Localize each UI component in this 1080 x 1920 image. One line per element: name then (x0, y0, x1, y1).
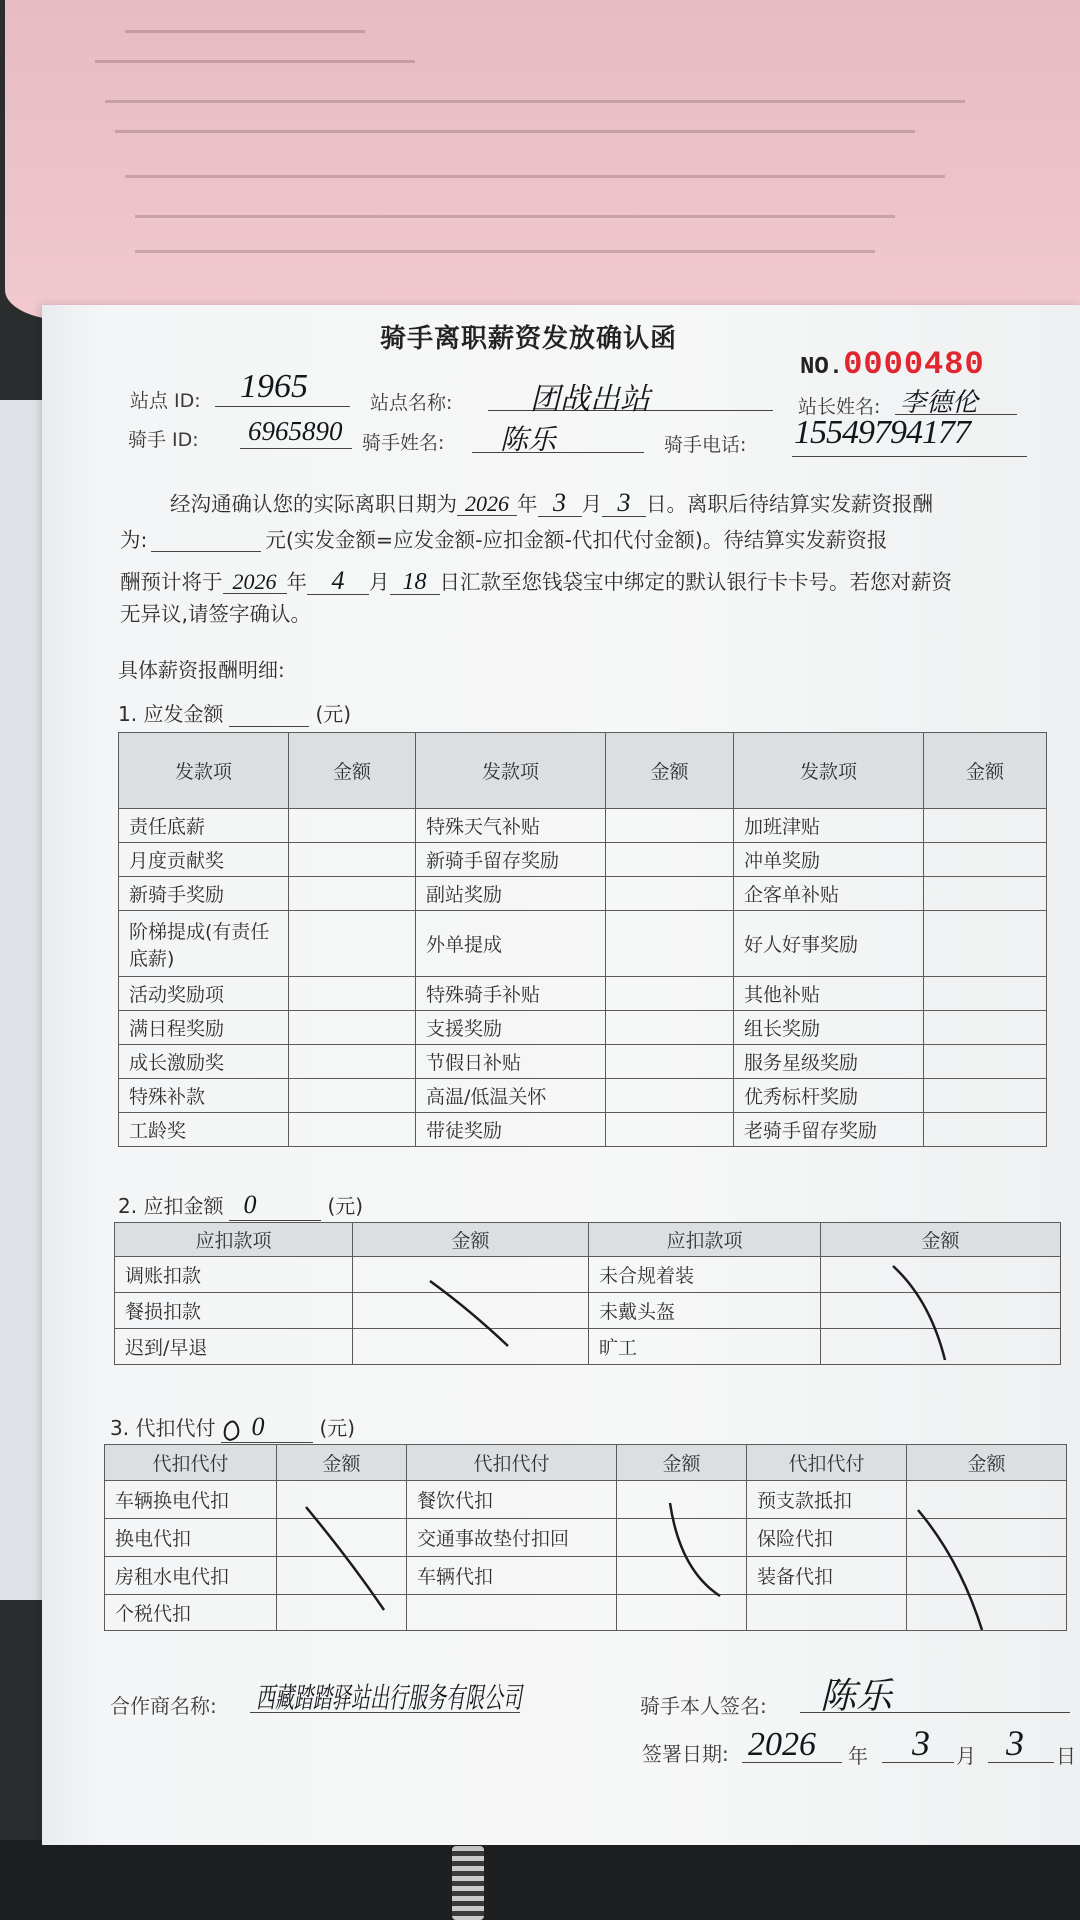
table-row (115, 1329, 1061, 1365)
gross-pay-amount-cell[interactable] (606, 877, 734, 911)
deductions-header-row (115, 1223, 1061, 1257)
rider-name-label: 骑手姓名: (362, 432, 445, 454)
section2-heading (118, 1190, 363, 1221)
sign-month-unit: 月 (956, 1744, 976, 1768)
table-row (119, 809, 1047, 843)
body-line-3 (120, 568, 952, 595)
body-line-1-text-a: 经沟通确认您的实际离职日期为 (170, 492, 457, 516)
withholding-header-amount: 金额 (277, 1445, 407, 1481)
withholding-header-amount: 金额 (907, 1445, 1067, 1481)
sign-year-unit: 年 (848, 1744, 868, 1768)
gross-pay-header-amount: 金额 (924, 733, 1047, 809)
table-row (119, 977, 1047, 1011)
gross-pay-amount-cell[interactable] (606, 1045, 734, 1079)
gross-pay-amount-cell[interactable] (289, 1113, 416, 1147)
rider-id-value: 6965890 (248, 416, 343, 446)
gross-pay-item-cell: 新骑手留存奖励 (416, 843, 606, 877)
payment-day: 18 (390, 570, 440, 595)
table-row (119, 877, 1047, 911)
gross-pay-header-item: 发款项 (416, 733, 606, 809)
gross-pay-amount-cell[interactable] (924, 877, 1047, 911)
deduction-header-amount: 金额 (353, 1223, 589, 1257)
withholding-item-cell: 换电代扣 (105, 1519, 277, 1557)
gross-pay-item-cell: 优秀标杆奖励 (734, 1079, 924, 1113)
gross-pay-header-amount: 金额 (606, 733, 734, 809)
gross-pay-amount-cell[interactable] (606, 809, 734, 843)
serial-number (800, 346, 985, 383)
gross-pay-item-cell: 新骑手奖励 (119, 877, 289, 911)
departure-day: 3 (602, 490, 646, 517)
partner-value: 西藏踏踏驿站出行服务有限公司 (256, 1683, 523, 1715)
table-row (119, 1113, 1047, 1147)
withholding-total-value: 0 (221, 1412, 313, 1443)
deduction-item-cell: 旷工 (589, 1329, 821, 1365)
gross-pay-item-cell: 工龄奖 (119, 1113, 289, 1147)
withholding-item-cell (747, 1595, 907, 1631)
details-heading: 具体薪资报酬明细: (118, 658, 285, 682)
serial-number-prefix: NO. (800, 354, 844, 381)
gross-pay-item-cell: 加班津贴 (734, 809, 924, 843)
departure-year: 2026 (457, 493, 517, 516)
section2-heading-unit: (元) (327, 1194, 364, 1218)
payment-month: 4 (307, 568, 369, 595)
gross-pay-item-cell: 活动奖励项 (119, 977, 289, 1011)
station-id-label: 站点 ID: (130, 390, 201, 412)
withholding-item-cell: 车辆代扣 (407, 1557, 617, 1595)
gross-pay-item-cell: 节假日补贴 (416, 1045, 606, 1079)
gross-pay-amount-cell[interactable] (289, 843, 416, 877)
withholding-amount-cell[interactable] (617, 1557, 747, 1595)
withholding-amount-cell[interactable] (907, 1519, 1067, 1557)
gross-pay-amount-cell[interactable] (289, 877, 416, 911)
station-id-value: 1965 (240, 368, 308, 405)
gross-pay-header-item: 发款项 (734, 733, 924, 809)
withholding-amount-cell[interactable] (277, 1481, 407, 1519)
station-name-value: 团战出站 (530, 383, 650, 416)
body-line-2-text-a: 为: (120, 528, 148, 552)
gross-pay-amount-cell[interactable] (924, 1079, 1047, 1113)
withholding-amount-cell[interactable] (617, 1519, 747, 1557)
gross-pay-header-row (119, 733, 1047, 809)
station-id-underline (215, 406, 350, 407)
sign-year-value: 2026 (748, 1726, 816, 1763)
withholding-amount-cell[interactable] (907, 1557, 1067, 1595)
deduction-amount-cell[interactable] (353, 1293, 589, 1329)
deduction-header-item: 应扣款项 (589, 1223, 821, 1257)
gross-pay-amount-cell[interactable] (606, 1113, 734, 1147)
withholding-item-cell: 装备代扣 (747, 1557, 907, 1595)
gross-pay-header-item: 发款项 (119, 733, 289, 809)
gross-pay-item-cell: 阶梯提成(有责任底薪) (119, 911, 289, 977)
body-line-3-text-b: 年 (286, 570, 307, 594)
deduction-header-item: 应扣款项 (115, 1223, 353, 1257)
gross-pay-item-cell: 服务星级奖励 (734, 1045, 924, 1079)
body-line-2 (120, 530, 887, 552)
withholding-header-item: 代扣代付 (105, 1445, 277, 1481)
gross-pay-item-cell: 带徒奖励 (416, 1113, 606, 1147)
withholding-item-cell: 车辆换电代扣 (105, 1481, 277, 1519)
section3-heading (110, 1412, 355, 1443)
deductions-table (114, 1222, 1061, 1365)
section3-heading-unit: (元) (319, 1416, 356, 1440)
withholding-item-cell: 预支款抵扣 (747, 1481, 907, 1519)
body-line-3-text-a: 酬预计将于 (120, 570, 223, 594)
gross-pay-item-cell: 高温/低温关怀 (416, 1079, 606, 1113)
body-line-3-text-d: 日汇款至您钱袋宝中绑定的默认银行卡卡号。若您对薪资 (439, 570, 952, 594)
gross-pay-item-cell: 月度贡献奖 (119, 843, 289, 877)
withholding-amount-cell[interactable] (617, 1595, 747, 1631)
withholding-amount-cell[interactable] (277, 1519, 407, 1557)
rider-id-label: 骑手 ID: (128, 429, 199, 451)
serial-number-value: 0000480 (843, 346, 985, 383)
gross-pay-amount-cell[interactable] (924, 1045, 1047, 1079)
sign-day-value: 3 (1006, 1723, 1024, 1763)
gross-pay-item-cell: 好人好事奖励 (734, 911, 924, 977)
section1-heading (118, 698, 351, 727)
table-row (115, 1293, 1061, 1329)
gross-pay-item-cell: 特殊骑手补贴 (416, 977, 606, 1011)
gross-pay-amount-cell[interactable] (289, 1045, 416, 1079)
withholding-header-row (105, 1445, 1067, 1481)
gross-pay-amount-cell[interactable] (606, 977, 734, 1011)
table-row (105, 1481, 1067, 1519)
table-row (105, 1557, 1067, 1595)
withholding-item-cell: 交通事故垫付扣回 (407, 1519, 617, 1557)
deduction-item-cell: 未戴头盔 (589, 1293, 821, 1329)
withholding-amount-cell[interactable] (277, 1557, 407, 1595)
rider-name-underline (472, 452, 644, 453)
form-title: 骑手离职薪资发放确认函 (380, 324, 678, 354)
gross-pay-amount-cell[interactable] (924, 843, 1047, 877)
gross-pay-item-cell: 成长激励奖 (119, 1045, 289, 1079)
deduction-amount-cell[interactable] (821, 1329, 1061, 1365)
sign-day-unit: 日 (1056, 1744, 1076, 1768)
withholding-item-cell: 个税代扣 (105, 1595, 277, 1631)
table-row (119, 1045, 1047, 1079)
departure-month: 3 (538, 490, 582, 517)
gross-pay-amount-cell[interactable] (606, 911, 734, 977)
gross-pay-amount-cell[interactable] (606, 1011, 734, 1045)
table-row (119, 911, 1047, 977)
gross-pay-amount-cell[interactable] (606, 1079, 734, 1113)
withholding-amount-cell[interactable] (907, 1481, 1067, 1519)
gross-pay-item-cell: 特殊补款 (119, 1079, 289, 1113)
withholding-item-cell: 餐饮代扣 (407, 1481, 617, 1519)
deduction-amount-cell[interactable] (353, 1257, 589, 1293)
deduction-item-cell: 调账扣款 (115, 1257, 353, 1293)
withholding-table (104, 1444, 1067, 1631)
deduction-amount-cell[interactable] (821, 1257, 1061, 1293)
table-row (119, 1011, 1047, 1045)
gross-pay-item-cell: 责任底薪 (119, 809, 289, 843)
withholding-header-amount: 金额 (617, 1445, 747, 1481)
manager-value: 李德伦 (900, 388, 979, 417)
section1-heading-label: 1. 应发金额 (118, 702, 224, 726)
deduction-amount-cell[interactable] (353, 1329, 589, 1365)
deduction-item-cell: 餐损扣款 (115, 1293, 353, 1329)
deduction-item-cell: 迟到/早退 (115, 1329, 353, 1365)
deduction-total-value: 0 (229, 1190, 321, 1221)
withholding-item-cell: 房租水电代扣 (105, 1557, 277, 1595)
station-name-label: 站点名称: (370, 392, 453, 414)
gross-pay-item-cell: 特殊天气补贴 (416, 809, 606, 843)
section2-heading-label: 2. 应扣金额 (118, 1194, 224, 1218)
withholding-amount-cell[interactable] (277, 1595, 407, 1631)
sign-date-label: 签署日期: (642, 1742, 729, 1766)
body-line-1-text-c: 月 (581, 492, 602, 516)
body-line-4: 无异议,请签字确认。 (120, 602, 312, 626)
table-row (105, 1595, 1067, 1631)
withholding-item-cell (407, 1595, 617, 1631)
gross-pay-item-cell: 支援奖励 (416, 1011, 606, 1045)
rider-id-underline (240, 448, 352, 449)
section3-heading-label: 3. 代扣代付 (110, 1416, 216, 1440)
gross-pay-amount-cell[interactable] (289, 911, 416, 977)
background-fabric (0, 1840, 1080, 1920)
withholding-amount-cell[interactable] (617, 1481, 747, 1519)
table-row (119, 843, 1047, 877)
deduction-header-amount: 金额 (821, 1223, 1061, 1257)
body-line-1 (170, 490, 933, 517)
zipper (452, 1846, 484, 1920)
gross-pay-amount-cell[interactable] (289, 977, 416, 1011)
table-row (115, 1257, 1061, 1293)
body-line-1-text-b: 年 (517, 492, 538, 516)
gross-pay-amount-cell[interactable] (924, 809, 1047, 843)
rider-phone-underline (792, 456, 1027, 457)
body-line-3-text-c: 月 (369, 570, 390, 594)
payment-year: 2026 (223, 571, 287, 594)
gross-pay-amount-cell[interactable] (289, 809, 416, 843)
gross-pay-item-cell: 冲单奖励 (734, 843, 924, 877)
partner-label: 合作商名称: (110, 1694, 217, 1718)
gross-pay-item-cell: 满日程奖励 (119, 1011, 289, 1045)
withholding-header-item: 代扣代付 (407, 1445, 617, 1481)
pink-sheet-show-through-text (5, 0, 1080, 320)
gross-pay-amount-cell[interactable] (924, 977, 1047, 1011)
gross-pay-item-cell: 副站奖励 (416, 877, 606, 911)
rider-phone-label: 骑手电话: (664, 434, 747, 456)
gross-pay-amount-cell[interactable] (924, 1011, 1047, 1045)
body-line-2-text-b: 元(实发金额=应发金额-应扣金额-代扣代付金额)。待结算实发薪资报 (265, 528, 888, 552)
gross-pay-header-amount: 金额 (289, 733, 416, 809)
table-row (119, 1079, 1047, 1113)
gross-pay-amount-cell[interactable] (924, 1113, 1047, 1147)
section1-heading-unit: (元) (315, 702, 352, 726)
gross-pay-item-cell: 老骑手留存奖励 (734, 1113, 924, 1147)
gross-pay-item-cell: 企客单补贴 (734, 877, 924, 911)
gross-pay-amount-cell[interactable] (289, 1011, 416, 1045)
body-line-1-text-d: 日。离职后待结算实发薪资报酬 (646, 492, 933, 516)
rider-name-value: 陈乐 (500, 425, 557, 456)
table-row (105, 1519, 1067, 1557)
gross-pay-amount-cell[interactable] (606, 843, 734, 877)
withholding-amount-cell[interactable] (907, 1595, 1067, 1631)
section1-amount-blank (229, 702, 309, 727)
gross-pay-item-cell: 其他补贴 (734, 977, 924, 1011)
manager-label: 站长姓名: (798, 396, 881, 418)
deduction-item-cell: 未合规着装 (589, 1257, 821, 1293)
net-pay-blank (151, 530, 261, 552)
sign-month-value: 3 (912, 1723, 930, 1763)
pink-carbon-copy-sheet (5, 0, 1080, 320)
gross-pay-amount-cell[interactable] (289, 1079, 416, 1113)
deduction-amount-cell[interactable] (821, 1293, 1061, 1329)
signature-label: 骑手本人签名: (640, 1694, 767, 1718)
gross-pay-amount-cell[interactable] (924, 911, 1047, 977)
signature-value: 陈乐 (820, 1676, 893, 1716)
rider-phone-value: 15549794177 (794, 414, 970, 451)
withholding-header-item: 代扣代付 (747, 1445, 907, 1481)
withholding-item-cell: 保险代扣 (747, 1519, 907, 1557)
gross-pay-item-cell: 组长奖励 (734, 1011, 924, 1045)
gross-pay-item-cell: 外单提成 (416, 911, 606, 977)
gross-pay-table (118, 732, 1047, 1147)
